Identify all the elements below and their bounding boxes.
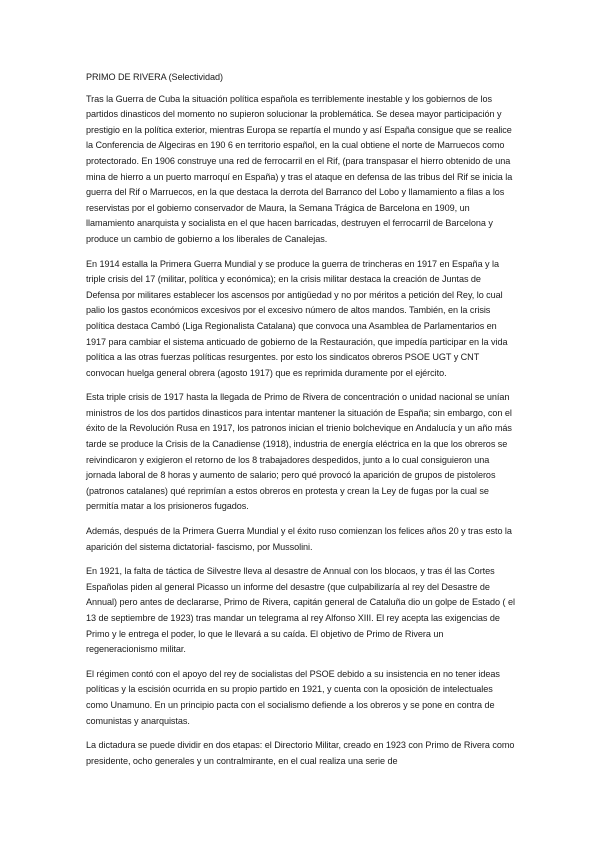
paragraph-5: En 1921, la falta de táctica de Silvestre lleva al desastre de Annual con los blocaos, y tras él las Cortes Españolas piden al general Picasso un informe del desastre (que culpabilizaría al rey del Desastre de Annual) pero antes de declararse, Primo de Rivera, capitán general de Cataluña dio un golpe de Estado ( el 13 de septiembre de 1923) tras mandar un telegrama al rey Alfonso XIII. El rey acepta las exigencias de Primo y le entrega el poder, lo que le llevará a su caída. El objetivo de Primo de Rivera un regeneracionismo militar. (86, 566, 515, 655)
paragraph-4: Además, después de la Primera Guerra Mundial y el éxito ruso comienzan los felices años 20 y tras esto la aparición del sistema dictatorial- fascismo, por Mussolini. (86, 526, 512, 552)
paragraph-2: En 1914 estalla la Primera Guerra Mundial y se produce la guerra de trincheras en 1917 en España y la triple crisis del 17 (militar, política y económica); en la crisis militar destaca la creación de Juntas de Defensa por militares establecer los ascensos por antigüedad y no por méritos a petición del Rey, lo cual palio los gastos económicos excesivos por el excesivo número de altos mandos. También, en la crisis política destaca Cambó (Liga Regionalista Catalana) que convoca una Asamblea de Parlamentarios en 1917 para cambiar el sistema anticuado de gobierno de la Restauración, que impedía participar en la vida política a las otras fuerzas políticas resurgentes. por esto los sindicatos obreros PSOE UGT y CNT convocan huelga general obrera (agosto 1917) que es reprimida duramente por el ejército. (86, 258, 508, 378)
paragraph-7: La dictadura se puede dividir en dos etapas: el Directorio Militar, creado en 1923 con Primo de Rivera como presidente, ocho generales y un contralmirante, en el cual realiza una serie de (86, 740, 515, 766)
paragraph-3: Esta triple crisis de 1917 hasta la llegada de Primo de Rivera de concentración o unidad nacional se unían ministros de los dos partidos dinasticos para intentar mantener la situación de España; sin embargo, con el éxito de la Revolución Rusa en 1917, los patronos inician el trienio bolchevique en Andalucía y un año más tarde se produce la Crisis de la Canadiense (1918), industria de energía eléctrica en la que los obreros se reivindicaron y exigieron el retorno de los 8 trabajadores despedidos, junto a lo cual consiguieron una jornada laboral de 8 horas y aumento de salario; pero qué provocó la aparición de grupos de pistoleros (patronos catalanes) qué reprimían a estos obreros en protesta y crean la Ley de fugas por la cual se permitía matar a los prisioneros fugados. (86, 392, 512, 512)
paragraph-1: Tras la Guerra de Cuba la situación política española es terriblemente inestable y los gobiernos de los partidos dinasticos del momento no supieron solucionar la problemática. Se desea mayor participación y prestigio en la política exterior, mientras Europa se repartía el mundo y así España consigue que se realice la Conferencia de Algeciras en 190 6 en territorio español, en la cual obtiene el norte de Marruecos como protectorado. En 1906 construye una red de ferrocarril en el Rif, (para transpasar el hierro obtenido de una mina de hierro a un puerto marroquí en España) y tras el ataque en defensa de las tribus del Rif se inicia la guerra del Rif o Marruecos, en la que destaca la derrota del Barranco del Lobo y llamamiento a filas a los reservistas por el gobierno conservador de Maura, la Semana Trágica de Barcelona en 1909, un llamamiento anarquista y socialista en el que hacen barricadas, destruyen el ferrocarril de Barcelona y produce un cambio de gobierno a los liberales de Canalejas. (86, 93, 513, 244)
document-page (86, 70, 516, 778)
document-title: PRIMO DE RIVERA (Selectividad) (86, 72, 223, 82)
paragraph-6: El régimen contó con el apoyo del rey de socialistas del PSOE debido a su insistencia en no tener ideas políticas y la escisión ocurrida en su propio partido en 1921, y cuenta con la oposición de intelectuales como Unamuno. En un principio pacta con el socialismo defiende a los obreros y se pone en contra de comunistas y anarquistas. (86, 668, 500, 726)
